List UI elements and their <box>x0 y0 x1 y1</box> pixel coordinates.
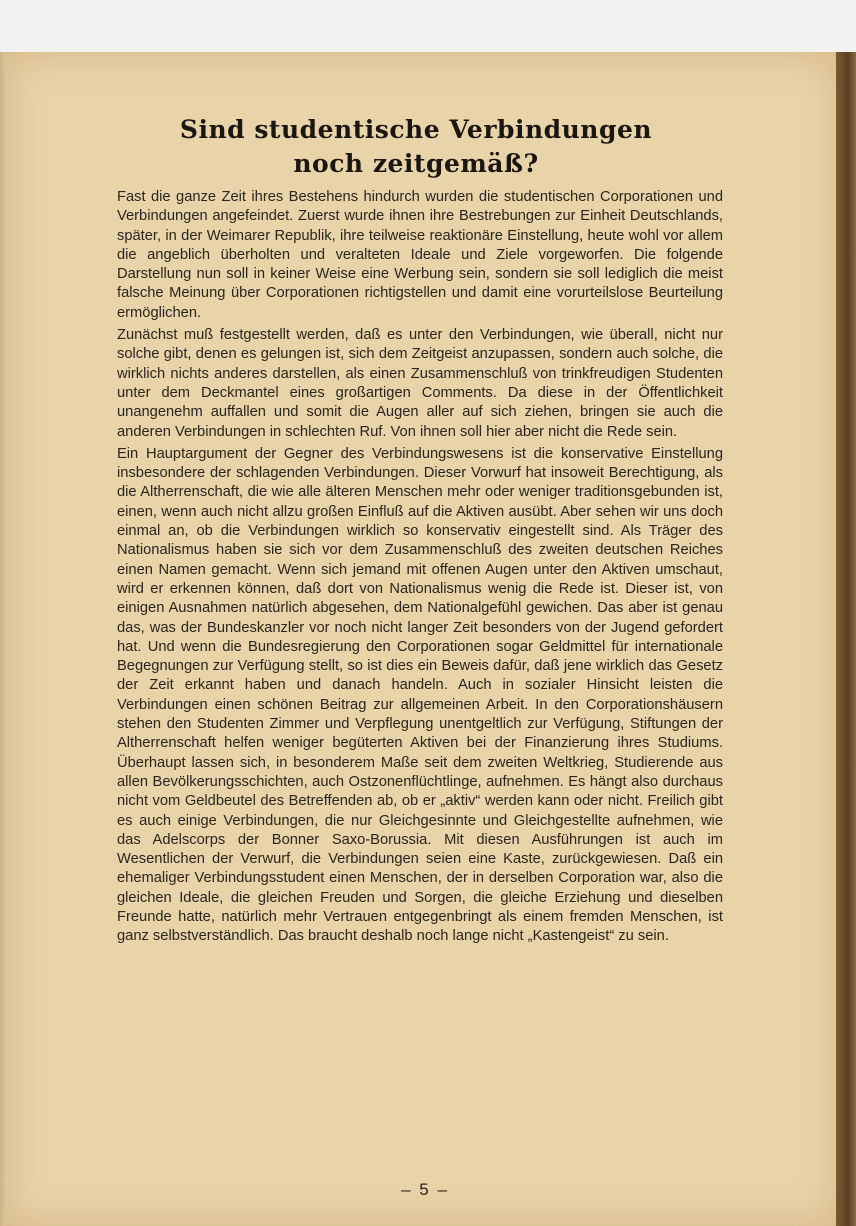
page-number: – 5 – <box>401 1180 449 1199</box>
paragraph-1: Fast die ganze Zeit ihres Bestehens hindurch wurden die studentischen Corporationen und Verbindungen angefeindet. Zuerst wurde ihnen ihre Bestrebungen zur Einheit Deutschlands, später, in der Weimarer Republik, ihre teilweise reaktionäre Einstellung, heute wohl vor allem die angeblich überholten und veralteten Ideale und Ziele vorgeworfen. Die folgende Darstellung nun soll in keiner Weise eine Werbung sein, sondern sie soll lediglich die meist falsche Meinung über Corporationen richtigstellen und damit eine vorurteilslose Beurteilung ermöglichen. <box>117 189 723 321</box>
paragraph-3: Ein Hauptargument der Gegner des Verbindungswesens ist die konservative Einstellung insbesondere der schlagenden Verbindungen. Dieser Vorwurf hat insoweit Berechtigung, als die Altherrenschaft, die wie alle älteren Menschen mehr oder weniger traditionsgebunden ist, einen, wenn auch nicht allzu großen Einfluß auf die Aktiven ausübt. Aber sehen wir uns doch einmal an, ob die Verbindungen wirklich so konservativ eingestellt sind. Als Träger des Nationalismus haben sie sich vor dem Zusammenschluß des zweiten deutschen Reiches einen Namen gemacht. Wenn sich jemand mit offenen Augen unter den Aktiven umschaut, wird er erkennen können, daß dort von Nationalismus wenig die Rede ist. Dieser ist, von einigen Ausnahmen natürlich abgesehen, dem Nationalgefühl gewichen. Das aber ist genau das, was der Bundeskanzler vor noch nicht langer Zeit besonders von der Jugend gefordert hat. Und wenn die Bundesregierung den Corporationen sogar Geldmittel für internationale Begegnungen zur Verfügung stellt, so ist dies ein Beweis dafür, daß jene wirklich das Gesetz der Zeit erkannt haben und danach handeln. Auch in sozialer Hinsicht leisten die Verbindungen einen schönen Beitrag zur allgemeinen Arbeit. In den Corporationshäusern stehen den Studenten Zimmer und Verpflegung unentgeltlich zur Verfügung, Stiftungen der Altherrenschaft helfen weniger begüterten Aktiven bei der Finanzierung ihres Studiums. Überhaupt lassen sich, in besonderem Maße seit dem zweiten Weltkrieg, Studierende aus allen Bevölkerungsschichten, auch Ostzonenflüchtlinge, aufnehmen. Es hängt also durchaus nicht vom Geldbeutel des Betreffenden ab, ob er „aktiv“ werden kann oder nicht. Freilich gibt es auch einige Verbindungen, die nur Gleichgesinnte und Gleichgestellte aufnehmen, wie das Adelscorps der Bonner Saxo-Borussia. Mit diesen Ausführungen ist auch im Wesentlichen der Verwurf, die Verbindungen seien eine Kaste, zurückgewiesen. Daß ein ehemaliger Verbindungsstudent einen Menschen, der in derselben Corporation war, also die gleichen Ideale, die gleichen Freuden und Sorgen, die gleiche Erziehung und dieselben Freunde hatte, natürlich mehr Vertrauen entgegenbringt als einem fremden Menschen, ist ganz selbstverständlich. Das braucht deshalb noch lange nicht „Kastengeist“ zu sein. <box>117 445 723 945</box>
article-title <box>100 113 732 181</box>
paragraph-2: Zunächst muß festgestellt werden, daß es unter den Verbindungen, wie überall, nicht nur solche gibt, denen es gelungen ist, sich dem Zeitgeist anzupassen, sondern auch solche, die wirklich nichts anderes darstellen, als einen Zusammenschluß von trinkfreudigen Studenten unter dem Deckmantel eines großartigen Comments. Da diese in der Öffentlichkeit unangenehm auffallen und somit die Augen aller auf sich ziehen, bringen sie auch die anderen Verbindungen in schlechten Ruf. Von ihnen soll hier aber nicht die Rede sein. <box>117 327 723 440</box>
title-line-2: noch zeitgemäß? <box>293 149 539 178</box>
book-spine-edge <box>836 52 856 1226</box>
title-line-1: Sind studentische Verbindungen <box>179 115 653 144</box>
article-body <box>117 188 723 950</box>
